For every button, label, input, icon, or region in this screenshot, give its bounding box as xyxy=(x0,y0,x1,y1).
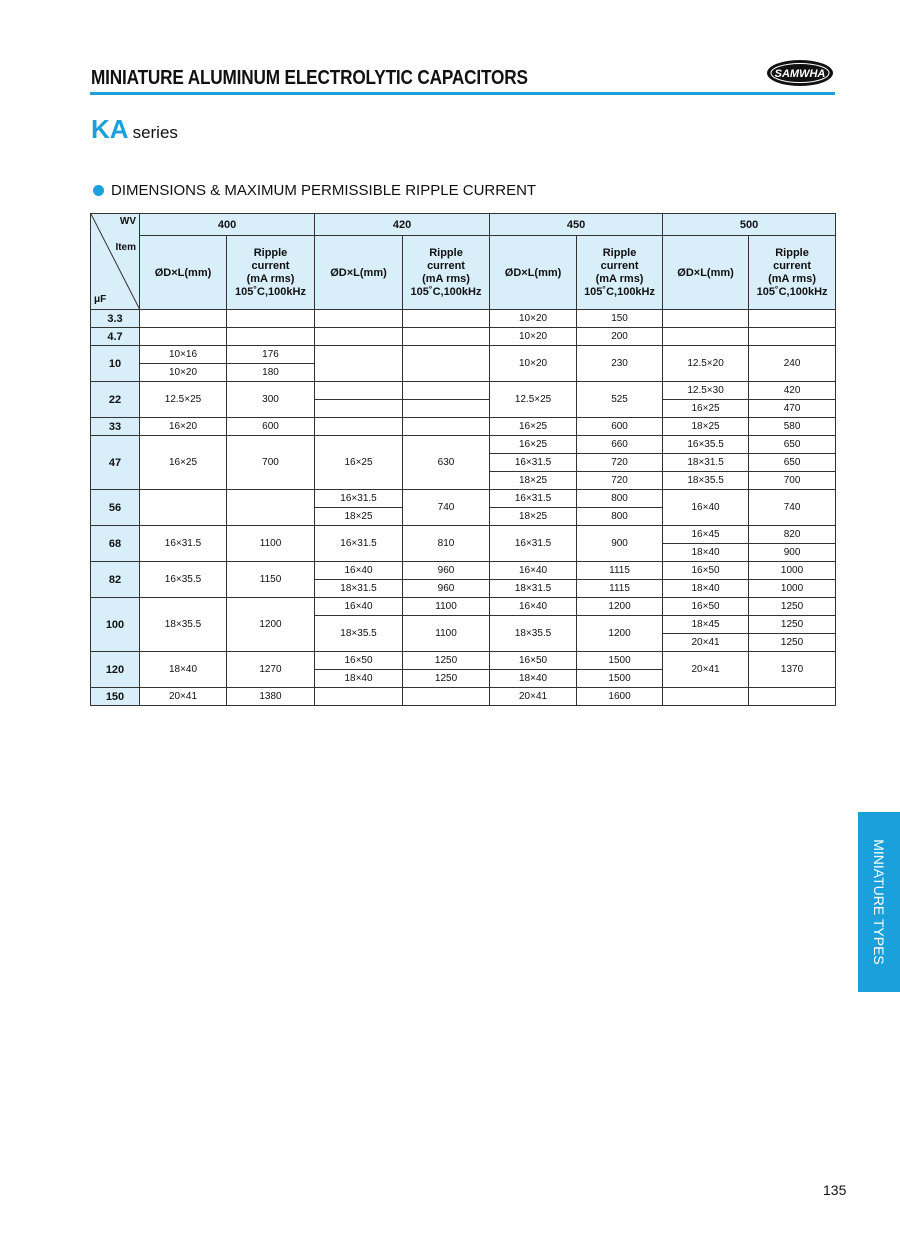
empty-cell xyxy=(403,346,490,382)
table-cell: 16×25 xyxy=(490,418,577,436)
table-cell: 16×40 xyxy=(490,598,577,616)
voltage-header: 500 xyxy=(663,214,836,236)
corner-wv: WV xyxy=(119,216,136,227)
table-cell: 10×16 xyxy=(140,346,227,364)
table-cell: 16×35.5 xyxy=(140,562,227,598)
empty-cell xyxy=(403,688,490,706)
table-cell: 1115 xyxy=(577,562,663,580)
capacitance-cell: 3.3 xyxy=(91,310,140,328)
dimension-header: ØD×L(mm) xyxy=(663,236,749,310)
capacitance-cell: 120 xyxy=(91,652,140,688)
capacitance-cell: 4.7 xyxy=(91,328,140,346)
table-cell: 600 xyxy=(227,418,315,436)
table-cell: 1000 xyxy=(749,580,836,598)
table-cell: 960 xyxy=(403,580,490,598)
ripple-header-line: current xyxy=(427,259,465,272)
table-cell: 16×45 xyxy=(663,526,749,544)
empty-cell xyxy=(749,688,836,706)
table-cell: 650 xyxy=(749,454,836,472)
table-cell: 18×35.5 xyxy=(490,616,577,652)
side-tab-label: MINIATURE TYPES xyxy=(871,839,887,965)
table-cell: 12.5×25 xyxy=(140,382,227,418)
table-cell: 720 xyxy=(577,454,663,472)
table-cell: 16×25 xyxy=(315,436,403,490)
page-title: MINIATURE ALUMINUM ELECTROLYTIC CAPACITORS xyxy=(91,67,528,89)
table-cell: 300 xyxy=(227,382,315,418)
ripple-header-line: 105˚C,100kHz xyxy=(410,285,482,298)
table-cell: 12.5×30 xyxy=(663,382,749,400)
corner-uf: μF xyxy=(94,294,107,305)
empty-cell xyxy=(403,418,490,436)
table-cell: 150 xyxy=(577,310,663,328)
empty-cell xyxy=(140,490,227,526)
table-cell: 18×40 xyxy=(315,670,403,688)
corner-item: Item xyxy=(115,242,136,253)
table-cell: 18×25 xyxy=(663,418,749,436)
table-cell: 20×41 xyxy=(490,688,577,706)
empty-cell xyxy=(403,328,490,346)
table-cell: 1250 xyxy=(749,634,836,652)
table-cell: 810 xyxy=(403,526,490,562)
empty-cell xyxy=(227,310,315,328)
table-cell: 1100 xyxy=(227,526,315,562)
table-cell: 1200 xyxy=(577,616,663,652)
ripple-header xyxy=(577,236,663,310)
empty-cell xyxy=(749,310,836,328)
table-cell: 16×40 xyxy=(490,562,577,580)
table-cell: 470 xyxy=(749,400,836,418)
table-cell: 1270 xyxy=(227,652,315,688)
voltage-header: 420 xyxy=(315,214,490,236)
capacitance-cell: 150 xyxy=(91,688,140,706)
svg-text:SAMWHA: SAMWHA xyxy=(774,68,826,80)
section-heading xyxy=(93,182,536,199)
table-cell: 16×50 xyxy=(315,652,403,670)
ripple-header-line: Ripple xyxy=(602,246,637,259)
ripple-header-line: (mA rms) xyxy=(422,272,470,285)
bullet-icon xyxy=(93,185,104,196)
empty-cell xyxy=(663,328,749,346)
table-cell: 240 xyxy=(749,346,836,382)
table-cell: 16×35.5 xyxy=(663,436,749,454)
dimension-header: ØD×L(mm) xyxy=(315,236,403,310)
table-cell: 16×25 xyxy=(140,436,227,490)
table-cell: 180 xyxy=(227,364,315,382)
ripple-header-line: Ripple xyxy=(775,246,809,259)
table-cell: 650 xyxy=(749,436,836,454)
table-cell: 18×31.5 xyxy=(490,580,577,598)
ripple-header-line: current xyxy=(251,259,290,272)
table-cell: 18×40 xyxy=(663,580,749,598)
table-cell: 1500 xyxy=(577,652,663,670)
ripple-header-line: 105˚C,100kHz xyxy=(756,285,828,298)
dimension-header: ØD×L(mm) xyxy=(140,236,227,310)
table-corner xyxy=(91,214,140,310)
ripple-header-line: (mA rms) xyxy=(246,272,295,285)
table-cell: 16×50 xyxy=(663,562,749,580)
table-cell: 16×20 xyxy=(140,418,227,436)
ripple-header xyxy=(749,236,836,310)
empty-cell xyxy=(140,328,227,346)
table-cell: 16×31.5 xyxy=(490,454,577,472)
empty-cell xyxy=(315,328,403,346)
table-cell: 18×25 xyxy=(490,508,577,526)
table-cell: 660 xyxy=(577,436,663,454)
table-cell: 16×31.5 xyxy=(315,526,403,562)
table-cell: 630 xyxy=(403,436,490,490)
empty-cell xyxy=(227,490,315,526)
ripple-header-line: 105˚C,100kHz xyxy=(235,285,306,298)
table-cell: 1100 xyxy=(403,598,490,616)
page-number: 135 xyxy=(823,1182,847,1198)
empty-cell xyxy=(403,400,490,418)
table-cell: 800 xyxy=(577,508,663,526)
empty-cell xyxy=(315,688,403,706)
ripple-header-line: Ripple xyxy=(429,246,463,259)
ripple-header xyxy=(227,236,315,310)
table-cell: 960 xyxy=(403,562,490,580)
table-cell: 18×35.5 xyxy=(315,616,403,652)
title-rule xyxy=(90,92,835,95)
table-cell: 16×31.5 xyxy=(490,490,577,508)
table-cell: 1150 xyxy=(227,562,315,598)
table-cell: 18×40 xyxy=(140,652,227,688)
table-cell: 16×40 xyxy=(663,490,749,526)
series-label: series xyxy=(132,123,178,142)
empty-cell xyxy=(403,310,490,328)
table-cell: 16×31.5 xyxy=(315,490,403,508)
table-cell: 18×45 xyxy=(663,616,749,634)
table-cell: 900 xyxy=(749,544,836,562)
section-title: DIMENSIONS & MAXIMUM PERMISSIBLE RIPPLE CURRENT xyxy=(111,182,537,199)
empty-cell xyxy=(315,310,403,328)
table-cell: 1500 xyxy=(577,670,663,688)
empty-cell xyxy=(227,328,315,346)
table-cell: 12.5×25 xyxy=(490,382,577,418)
table-cell: 18×25 xyxy=(490,472,577,490)
capacitance-cell: 22 xyxy=(91,382,140,418)
capacitance-cell: 47 xyxy=(91,436,140,490)
dimension-header: ØD×L(mm) xyxy=(490,236,577,310)
table-cell: 580 xyxy=(749,418,836,436)
empty-cell xyxy=(315,346,403,382)
ripple-header-line: (mA rms) xyxy=(768,272,816,285)
empty-cell xyxy=(663,688,749,706)
table-cell: 18×35.5 xyxy=(140,598,227,652)
empty-cell xyxy=(140,310,227,328)
table-cell: 200 xyxy=(577,328,663,346)
capacitance-cell: 68 xyxy=(91,526,140,562)
capacitance-cell: 33 xyxy=(91,418,140,436)
table-cell: 18×31.5 xyxy=(315,580,403,598)
table-cell: 18×25 xyxy=(315,508,403,526)
series-heading xyxy=(91,114,178,145)
table-cell: 230 xyxy=(577,346,663,382)
table-cell: 700 xyxy=(749,472,836,490)
table-cell: 176 xyxy=(227,346,315,364)
table-cell: 18×40 xyxy=(490,670,577,688)
ripple-header xyxy=(403,236,490,310)
empty-cell xyxy=(315,382,403,400)
empty-cell xyxy=(315,418,403,436)
empty-cell xyxy=(663,310,749,328)
table-cell: 10×20 xyxy=(490,310,577,328)
dimensions-ripple-table xyxy=(90,213,836,706)
table-cell: 1250 xyxy=(749,598,836,616)
table-cell: 16×31.5 xyxy=(490,526,577,562)
voltage-header: 400 xyxy=(140,214,315,236)
table-cell: 740 xyxy=(749,490,836,526)
table-cell: 18×40 xyxy=(663,544,749,562)
table-cell: 16×40 xyxy=(315,562,403,580)
table-cell: 16×50 xyxy=(663,598,749,616)
table-cell: 1250 xyxy=(749,616,836,634)
table-cell: 20×41 xyxy=(663,652,749,688)
voltage-header: 450 xyxy=(490,214,663,236)
table-cell: 900 xyxy=(577,526,663,562)
table-cell: 1100 xyxy=(403,616,490,652)
empty-cell xyxy=(749,328,836,346)
series-code: KA xyxy=(91,114,129,144)
table-cell: 420 xyxy=(749,382,836,400)
table-cell: 1200 xyxy=(227,598,315,652)
empty-cell xyxy=(403,382,490,400)
section-side-tab xyxy=(858,812,900,992)
table-cell: 820 xyxy=(749,526,836,544)
table-cell: 10×20 xyxy=(490,328,577,346)
table-cell: 16×25 xyxy=(490,436,577,454)
samwha-logo xyxy=(766,59,834,87)
table-cell: 1000 xyxy=(749,562,836,580)
table-cell: 10×20 xyxy=(490,346,577,382)
table-cell: 18×31.5 xyxy=(663,454,749,472)
table-cell: 16×40 xyxy=(315,598,403,616)
capacitance-cell: 56 xyxy=(91,490,140,526)
table-cell: 20×41 xyxy=(663,634,749,652)
empty-cell xyxy=(315,400,403,418)
table-cell: 1380 xyxy=(227,688,315,706)
ripple-header-line: current xyxy=(600,259,639,272)
table-cell: 525 xyxy=(577,382,663,418)
capacitance-cell: 10 xyxy=(91,346,140,382)
table-cell: 10×20 xyxy=(140,364,227,382)
table-cell: 800 xyxy=(577,490,663,508)
table-cell: 18×35.5 xyxy=(663,472,749,490)
table-cell: 16×31.5 xyxy=(140,526,227,562)
table-cell: 1250 xyxy=(403,670,490,688)
table-cell: 16×50 xyxy=(490,652,577,670)
ripple-header-line: Ripple xyxy=(253,246,288,259)
table-cell: 12.5×20 xyxy=(663,346,749,382)
table-cell: 720 xyxy=(577,472,663,490)
table-cell: 1370 xyxy=(749,652,836,688)
table-cell: 20×41 xyxy=(140,688,227,706)
capacitance-cell: 82 xyxy=(91,562,140,598)
capacitance-cell: 100 xyxy=(91,598,140,652)
table-cell: 1250 xyxy=(403,652,490,670)
table-cell: 700 xyxy=(227,436,315,490)
ripple-header-line: (mA rms) xyxy=(595,272,644,285)
table-cell: 1115 xyxy=(577,580,663,598)
table-cell: 16×25 xyxy=(663,400,749,418)
ripple-header-line: current xyxy=(773,259,811,272)
ripple-header-line: 105˚C,100kHz xyxy=(584,285,655,298)
table-cell: 1600 xyxy=(577,688,663,706)
table-cell: 1200 xyxy=(577,598,663,616)
table-cell: 600 xyxy=(577,418,663,436)
table-cell: 740 xyxy=(403,490,490,526)
